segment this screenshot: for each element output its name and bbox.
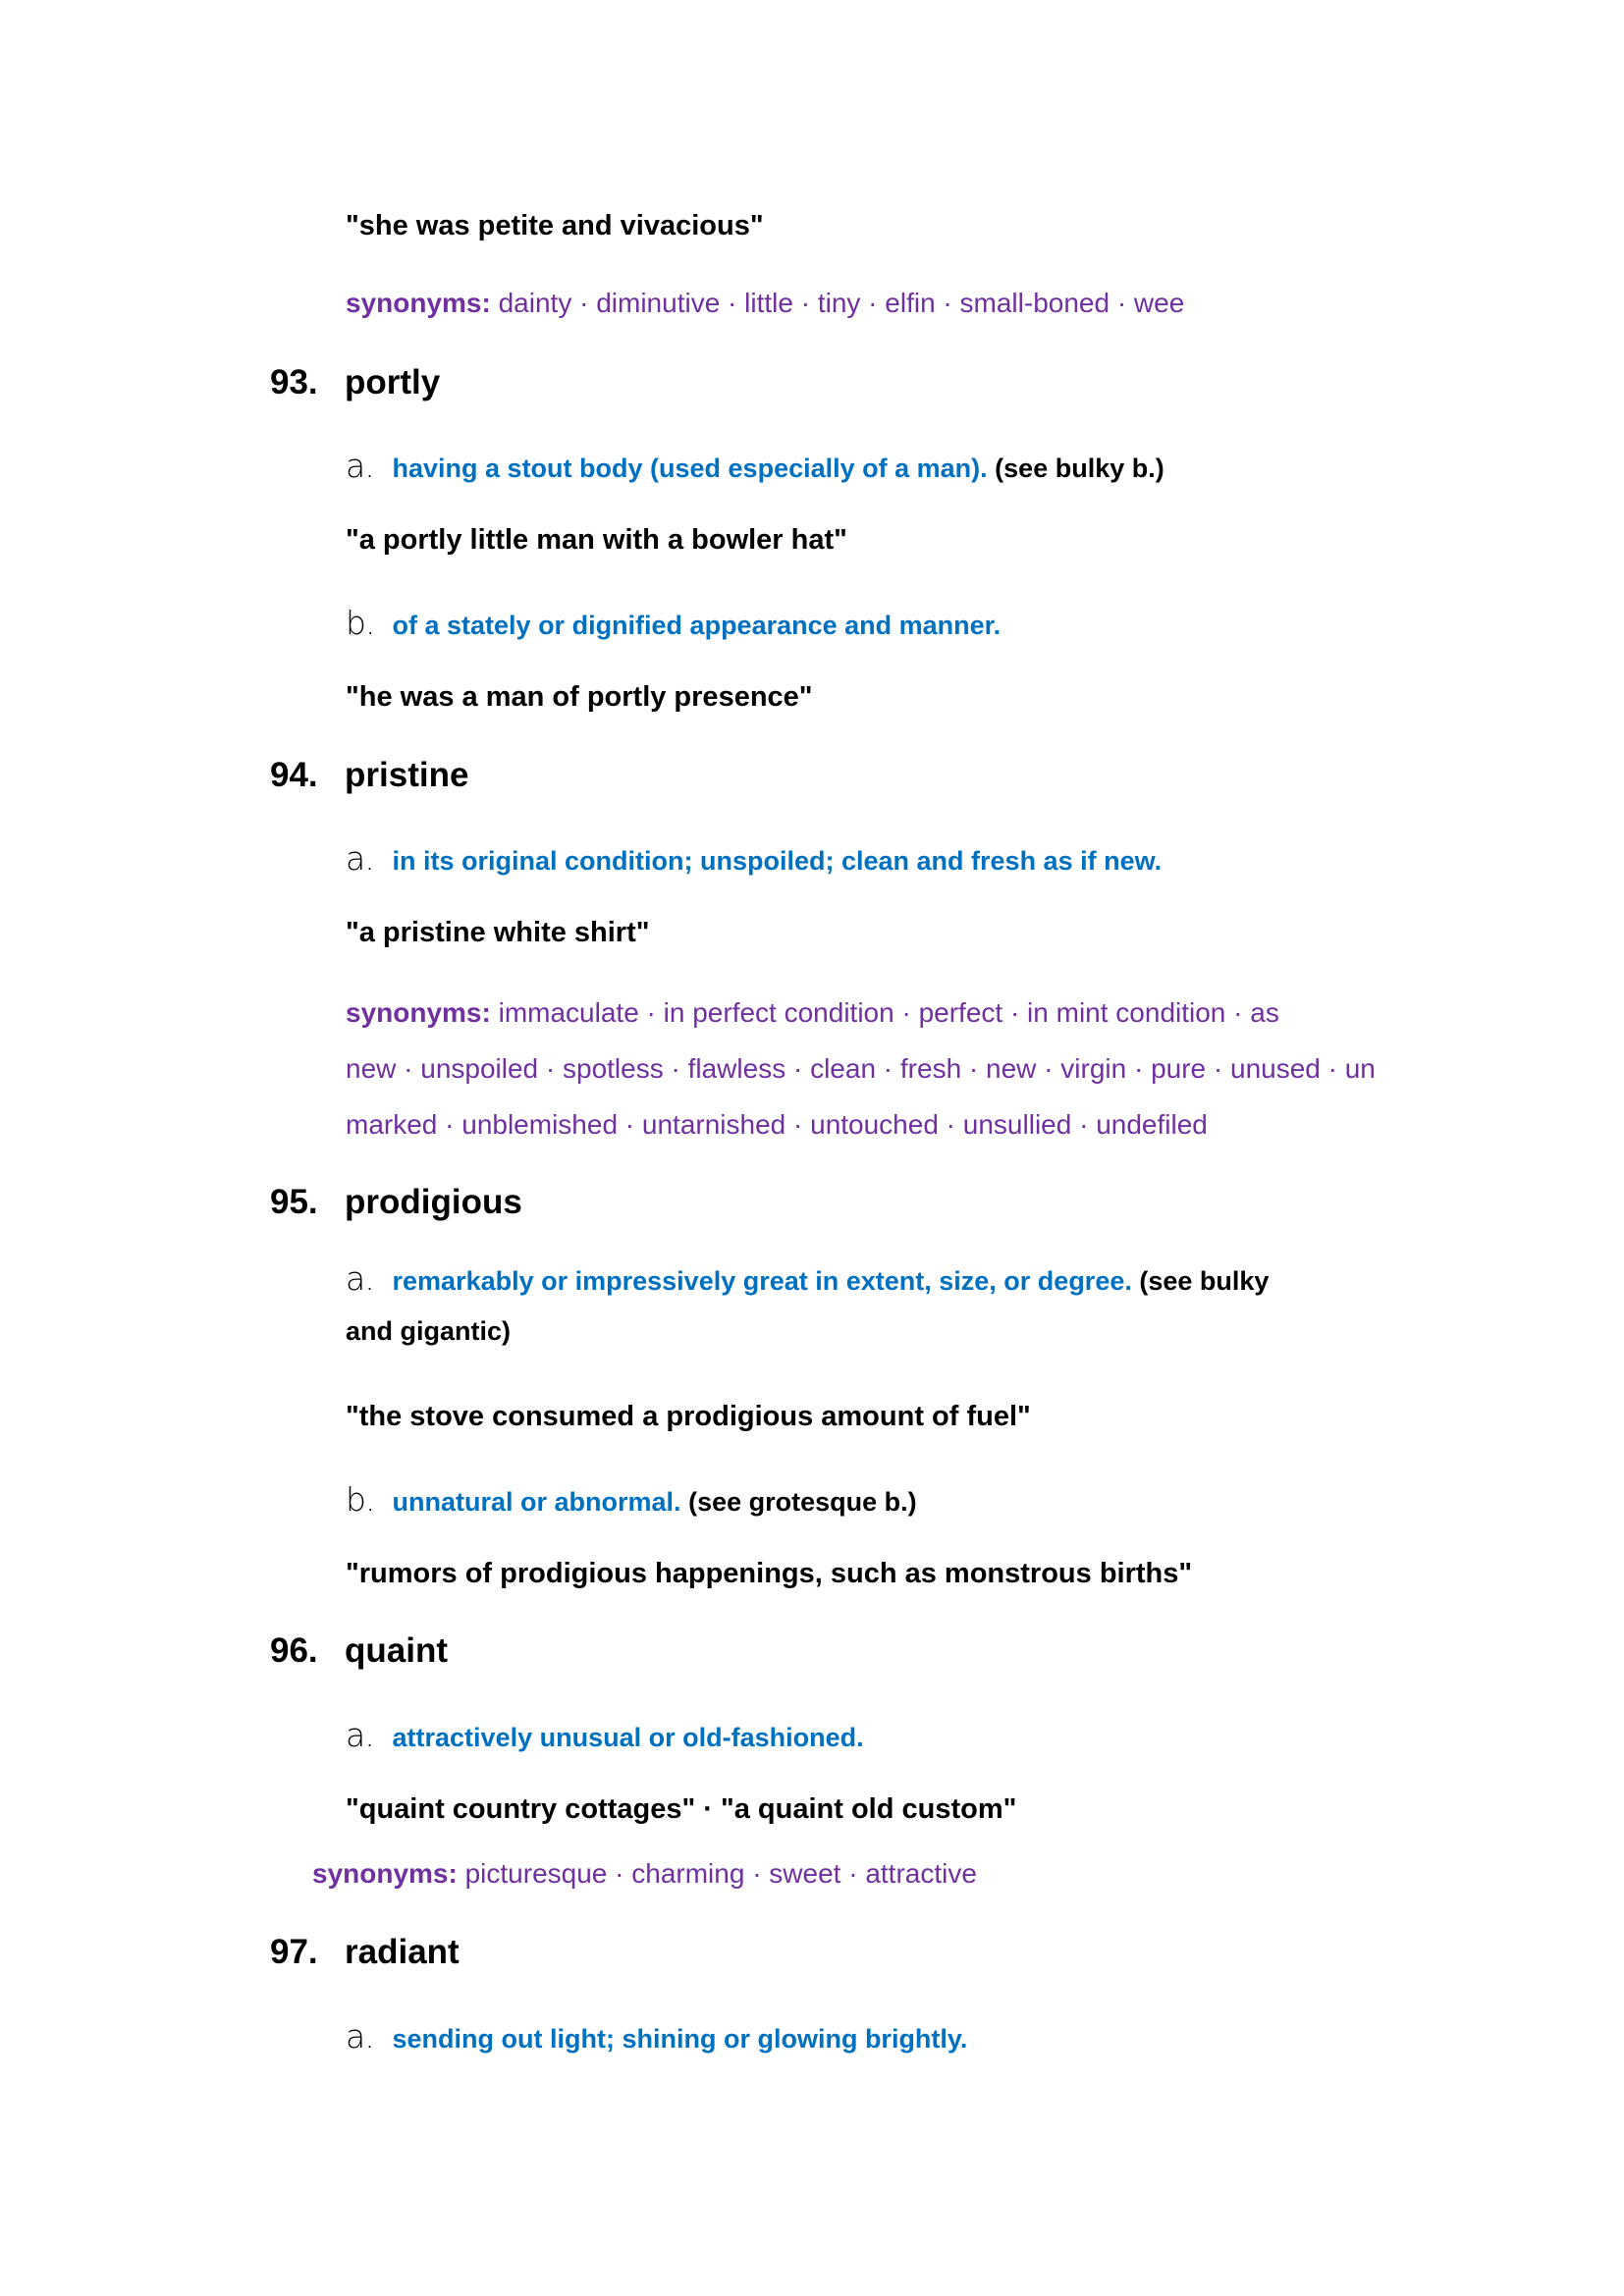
definition-text: of a stately or dignified appearance and manner. [392, 611, 1001, 640]
sense-definition [346, 1480, 917, 1519]
synonyms-line: new · unspoiled · spotless · flawless · clean · fresh · new · virgin · pure · unused · un [346, 1053, 1376, 1084]
sense-definition [346, 839, 1163, 878]
definition-text: unnatural or abnormal. [392, 1487, 681, 1517]
see-also-reference: (see grotesque b.) [688, 1487, 917, 1517]
synonyms-line [312, 1860, 977, 1888]
sense-letter: a. [346, 1259, 374, 1298]
sense-letter: b. [346, 1480, 375, 1519]
sense-letter: a. [346, 839, 374, 878]
example-sentence: "he was a man of portly presence" [346, 681, 813, 713]
entry-word: quaint [345, 1631, 448, 1670]
sense-letter: a. [346, 447, 374, 485]
sense-definition [346, 1716, 864, 1754]
entry-number: 93. [270, 363, 318, 401]
entry-number: 95. [270, 1183, 318, 1221]
sense-letter: a. [346, 1716, 374, 1754]
example-sentence: "a portly little man with a bowler hat" [346, 524, 847, 556]
synonyms-line: marked · unblemished · untarnished · untouched · unsullied · undefiled [346, 1109, 1208, 1140]
synonyms-label: synonyms: [346, 997, 491, 1028]
synonyms-line [346, 999, 1279, 1027]
sense-definition [346, 604, 1001, 642]
sense-definition [346, 1259, 1270, 1298]
entry-word: portly [345, 363, 441, 401]
synonyms-list: immaculate · in perfect condition · perfect · in mint condition · as [498, 997, 1279, 1028]
sense-definition [346, 2017, 968, 2056]
entry-number: 96. [270, 1631, 318, 1670]
example-sentence: "a pristine white shirt" [346, 917, 650, 948]
sense-letter: a. [346, 2017, 374, 2056]
sense-letter: b. [346, 604, 375, 642]
synonyms-label: synonyms: [346, 288, 491, 318]
sense-definition [346, 447, 1164, 485]
synonyms-list: picturesque · charming · sweet · attractive [464, 1858, 977, 1889]
entry-number: 97. [270, 1933, 318, 1971]
entry-heading [270, 1185, 522, 1219]
entry-heading [270, 758, 468, 792]
entry-heading [270, 1633, 448, 1668]
definition-text: attractively unusual or old-fashioned. [392, 1723, 864, 1752]
synonyms-label: synonyms: [312, 1858, 458, 1889]
see-also-continuation: and gigantic) [346, 1316, 511, 1346]
entry-number: 94. [270, 756, 318, 794]
entry-heading [270, 1935, 460, 1969]
example-sentence: "rumors of prodigious happenings, such as monstrous births" [346, 1558, 1193, 1589]
entry-word: prodigious [345, 1183, 522, 1221]
example-sentence: "the stove consumed a prodigious amount of fuel" [346, 1401, 1031, 1432]
entry-heading [270, 365, 440, 400]
definition-text: having a stout body (used especially of a man). [392, 454, 988, 483]
definition-text: remarkably or impressively great in extent, size, or degree. [392, 1266, 1132, 1296]
entry-word: radiant [345, 1933, 460, 1971]
definition-text: in its original condition; unspoiled; clean and fresh as if new. [392, 846, 1163, 876]
entry-word: pristine [345, 756, 469, 794]
see-also-reference: (see bulky b.) [995, 454, 1164, 483]
synonyms-list: dainty · diminutive · little · tiny · elfin · small-boned · wee [498, 288, 1185, 318]
example-sentence: "quaint country cottages" · "a quaint old custom" [346, 1793, 1017, 1825]
carryover-synonyms [346, 290, 1184, 317]
see-also-reference: (see bulky [1139, 1266, 1270, 1296]
definition-text: sending out light; shining or glowing brightly. [392, 2024, 968, 2054]
carryover-example: "she was petite and vivacious" [346, 210, 764, 241]
